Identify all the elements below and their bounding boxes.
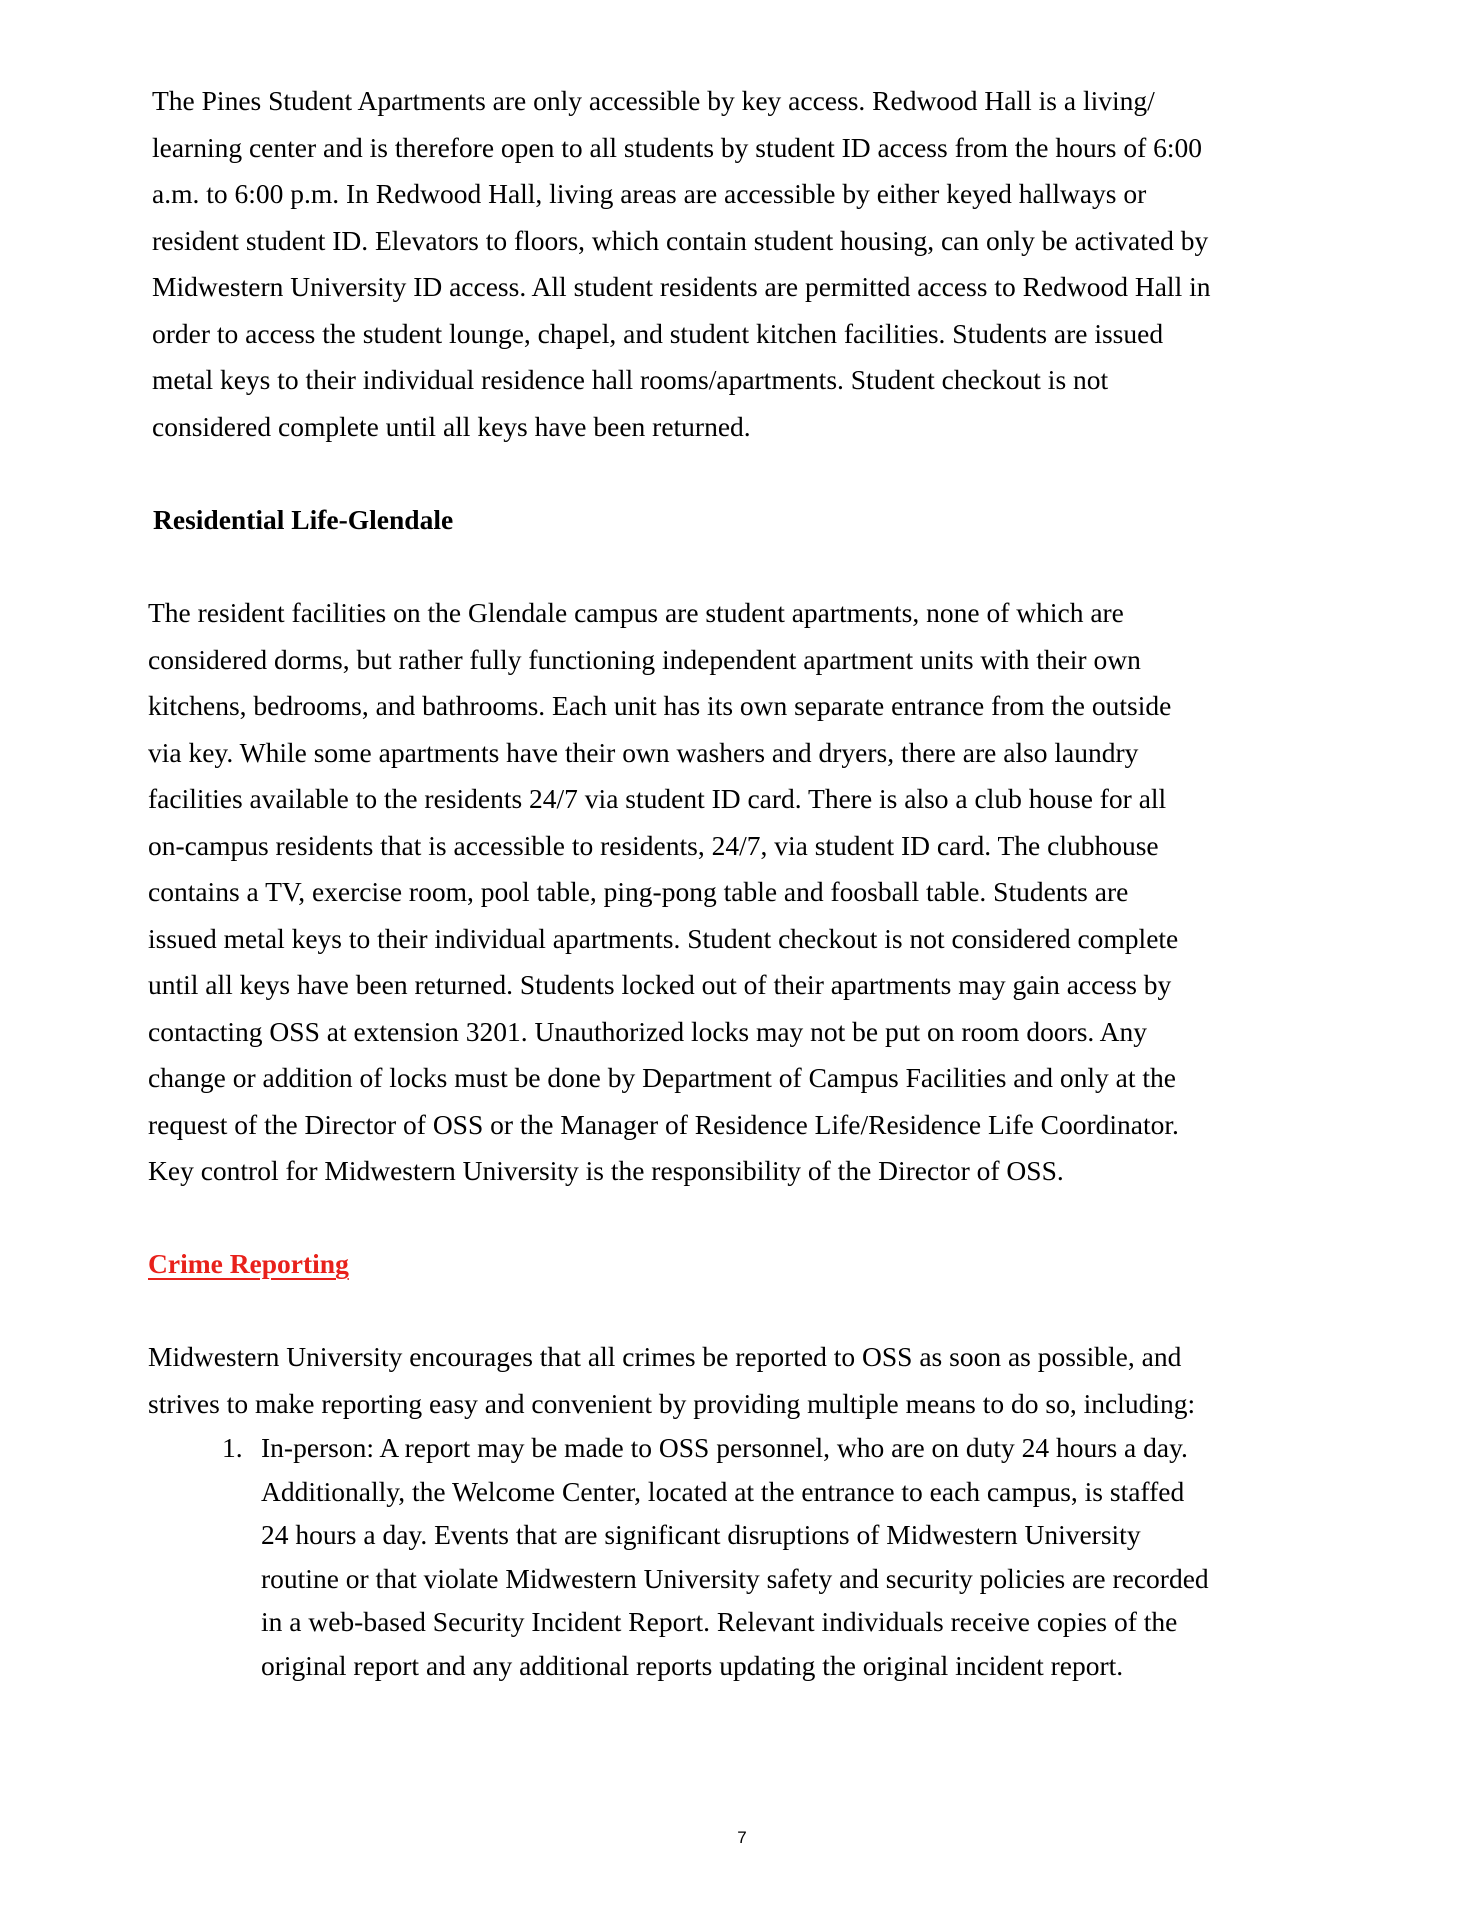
residential-life-glendale-heading: Residential Life-Glendale	[153, 504, 454, 535]
paragraph-line: strives to make reporting easy and convenient by providing multiple means to do so, including:	[148, 1387, 1196, 1419]
paragraph-line: facilities available to the residents 24/7 via student ID card. There is also a club house for all	[148, 783, 1167, 814]
paragraph-line: resident student ID. Elevators to floors, which contain student housing, can only be activated by	[152, 224, 1209, 256]
list-item-line: In-person: A report may be made to OSS personnel, who are on duty 24 hours a day.	[261, 1432, 1188, 1463]
crime-reporting-intro-paragraph	[148, 1334, 1288, 1427]
paragraph-line: Key control for Midwestern University is the responsibility of the Director of OSS.	[148, 1155, 1064, 1186]
paragraph-line: request of the Director of OSS or the Manager of Residence Life/Residence Life Coordinator.	[148, 1108, 1179, 1140]
list-item-line: routine or that violate Midwestern University safety and security policies are recorded	[261, 1562, 1209, 1594]
paragraph-line: on-campus residents that is accessible to residents, 24/7, via student ID card. The clubhouse	[148, 829, 1159, 861]
paragraph-line: considered dorms, but rather fully functioning independent apartment units with their own	[148, 643, 1141, 675]
paragraph-line: kitchens, bedrooms, and bathrooms. Each unit has its own separate entrance from the outside	[148, 690, 1172, 721]
paragraph-line: Midwestern University ID access. All student residents are permitted access to Redwood Hall in	[152, 271, 1211, 302]
paragraph-line: The Pines Student Apartments are only accessible by key access. Redwood Hall is a living/	[152, 85, 1155, 116]
paragraph-line: metal keys to their individual residence hall rooms/apartments. Student checkout is not	[152, 364, 1109, 395]
list-item-line: 24 hours a day. Events that are significant disruptions of Midwestern University	[261, 1519, 1141, 1550]
paragraph-line: learning center and is therefore open to all students by student ID access from the hours of 6:00	[152, 131, 1203, 163]
list-item-line: Additionally, the Welcome Center, located at the entrance to each campus, is staffed	[261, 1475, 1185, 1507]
list-item	[222, 1426, 1302, 1687]
paragraph-line: a.m. to 6:00 p.m. In Redwood Hall, living areas are accessible by either keyed hallways or	[152, 178, 1147, 209]
paragraph-line: via key. While some apartments have their own washers and dryers, there are also laundry	[148, 736, 1139, 768]
list-item-number: 1.	[222, 1432, 243, 1463]
paragraph-line: Midwestern University encourages that all crimes be reported to OSS as soon as possible, and	[148, 1341, 1182, 1372]
paragraph-line: contacting OSS at extension 3201. Unauthorized locks may not be put on room doors. Any	[148, 1015, 1148, 1047]
paragraph-line: considered complete until all keys have been returned.	[152, 410, 751, 442]
reporting-methods-list	[222, 1426, 1302, 1687]
paragraph-line: The resident facilities on the Glendale campus are student apartments, none of which are	[148, 597, 1124, 628]
paragraph-line: change or addition of locks must be done by Department of Campus Facilities and only at the	[148, 1062, 1176, 1093]
paragraph-line: contains a TV, exercise room, pool table, ping-pong table and foosball table. Students are	[148, 876, 1129, 907]
list-item-line: original report and any additional reports updating the original incident report.	[261, 1649, 1124, 1681]
residence-access-paragraph	[152, 78, 1292, 450]
page-number: 7	[737, 1828, 747, 1847]
glendale-residence-paragraph	[148, 590, 1288, 1195]
paragraph-line: until all keys have been returned. Students locked out of their apartments may gain access by	[148, 969, 1172, 1000]
list-item-line: in a web-based Security Incident Report. Relevant individuals receive copies of the	[261, 1606, 1178, 1637]
paragraph-line: order to access the student lounge, chapel, and student kitchen facilities. Students are issued	[152, 317, 1164, 349]
crime-reporting-heading: Crime Reporting	[148, 1248, 349, 1279]
paragraph-line: issued metal keys to their individual apartments. Student checkout is not considered complete	[148, 922, 1179, 954]
